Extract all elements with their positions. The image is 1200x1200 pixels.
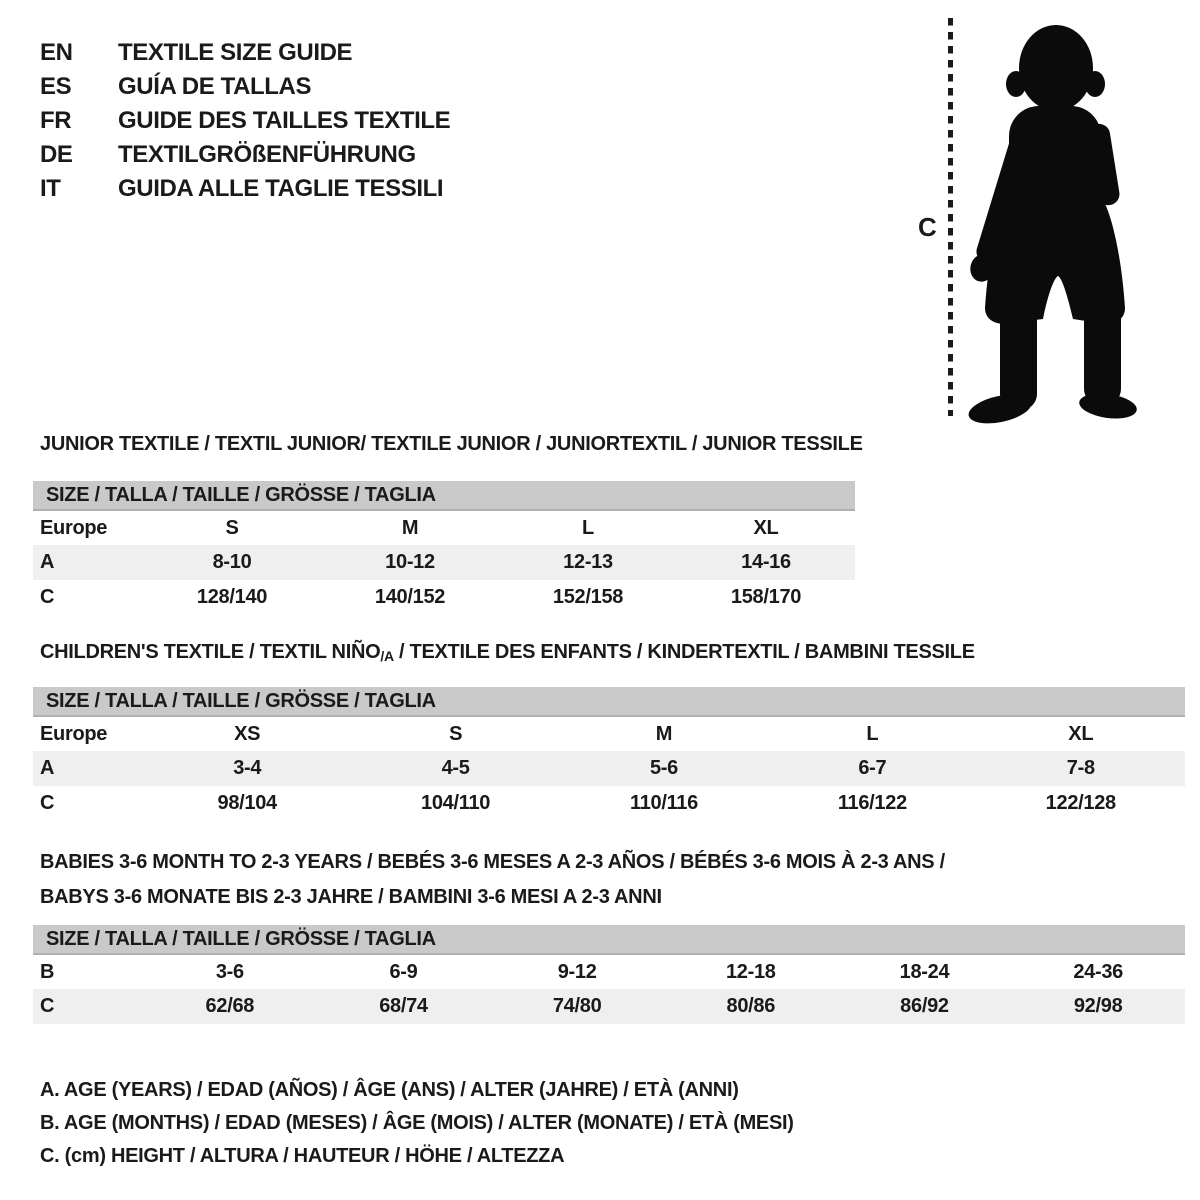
age-cell: 7-8 [1066, 757, 1095, 779]
row-label: C [40, 995, 55, 1017]
row-label: C [40, 792, 55, 814]
age-cell: 6-7 [858, 757, 887, 779]
legend-line-c: C. (cm) HEIGHT / ALTURA / HAUTEUR / HÖHE / ALTEZZA [40, 1145, 565, 1167]
table-row-age [33, 545, 855, 580]
age-cell: 6-9 [389, 960, 418, 983]
language-code: EN [40, 39, 73, 66]
language-code: IT [40, 175, 61, 202]
row-label: Europe [40, 516, 108, 539]
language-title-block [40, 36, 450, 206]
height-cell: 92/98 [1073, 995, 1123, 1017]
age-cell: 24-36 [1073, 960, 1123, 983]
height-cell: 158/170 [730, 586, 802, 608]
height-cell: 62/68 [205, 995, 255, 1017]
size-cell: L [866, 722, 879, 745]
size-header-band: SIZE / TALLA / TAILLE / GRÖSSE / TAGLIA [33, 925, 1185, 954]
guide-title-de: TEXTILGRÖßENFÜHRUNG [118, 141, 416, 168]
guide-title-fr: GUIDE DES TAILLES TEXTILE [118, 107, 451, 134]
language-code: DE [40, 141, 73, 168]
toddler-silhouette-icon [953, 12, 1149, 424]
guide-title-en: TEXTILE SIZE GUIDE [118, 39, 353, 66]
table-row-age [33, 751, 1185, 786]
height-cell: 110/116 [629, 792, 698, 814]
size-cell: XS [234, 722, 261, 745]
age-cell: 10-12 [385, 551, 435, 573]
babies-size-table [33, 925, 1185, 1024]
language-code: ES [40, 73, 72, 100]
height-cell: 68/74 [379, 995, 428, 1017]
height-cell: 122/128 [1045, 792, 1116, 814]
table-row-europe [33, 716, 1185, 751]
height-measure-label: C [918, 212, 937, 242]
height-cell: 80/86 [726, 995, 776, 1017]
babies-section-title-line2: BABYS 3-6 MONATE BIS 2-3 JAHRE / BAMBINI 3-6 MESI A 2-3 ANNI [40, 886, 662, 908]
size-cell: M [655, 722, 673, 745]
table-row-height [33, 786, 1185, 821]
language-row-it [40, 172, 450, 206]
height-cell: 128/140 [196, 586, 268, 608]
children-title-subscript: /A [380, 648, 394, 664]
legend-line-a: A. AGE (YEARS) / EDAD (AÑOS) / ÂGE (ANS) / ALTER (JAHRE) / ETÀ (ANNI) [40, 1079, 739, 1101]
size-header-band: SIZE / TALLA / TAILLE / GRÖSSE / TAGLIA [33, 687, 1185, 716]
age-cell: 3-4 [233, 757, 262, 779]
row-label: Europe [40, 722, 108, 745]
age-cell: 14-16 [741, 551, 791, 573]
age-cell: 12-18 [725, 960, 776, 983]
row-label: A [40, 551, 55, 573]
language-row-es [40, 70, 450, 104]
size-cell: XL [1068, 722, 1094, 745]
language-row-fr [40, 104, 450, 138]
babies-section-title-line1: BABIES 3-6 MONTH TO 2-3 YEARS / BEBÉS 3-6 MESES A 2-3 AÑOS / BÉBÉS 3-6 MOIS À 2-3 ANS / [40, 851, 945, 873]
junior-size-table [33, 481, 855, 615]
height-cell: 116/122 [837, 792, 907, 814]
height-cell: 104/110 [421, 792, 491, 814]
measurement-legend [40, 1074, 794, 1173]
size-cell: S [449, 722, 463, 745]
height-cell: 152/158 [552, 586, 624, 608]
children-title-pre: CHILDREN'S TEXTILE / TEXTIL NIÑO [40, 641, 381, 663]
size-header-row [33, 481, 855, 510]
age-cell: 4-5 [441, 757, 470, 779]
table-row-height [33, 989, 1185, 1024]
table-row-age-months [33, 954, 1185, 989]
language-row-en [40, 36, 450, 70]
age-cell: 9-12 [557, 960, 597, 983]
row-label: B [40, 960, 55, 983]
age-cell: 5-6 [649, 757, 678, 779]
guide-title-it: GUIDA ALLE TAGLIE TESSILI [118, 175, 444, 202]
legend-line-b: B. AGE (MONTHS) / EDAD (MESES) / ÂGE (MOIS) / ALTER (MONATE) / ETÀ (MESI) [40, 1112, 794, 1134]
children-title-post: / TEXTILE DES ENFANTS / KINDERTEXTIL / BAMBINI TESSILE [393, 641, 975, 663]
children-size-table [33, 687, 1185, 821]
size-header-band: SIZE / TALLA / TAILLE / GRÖSSE / TAGLIA [33, 481, 855, 510]
language-row-de [40, 138, 450, 172]
row-label: A [40, 757, 55, 779]
size-cell: M [401, 516, 419, 539]
size-cell: L [582, 516, 594, 539]
children-section-title [40, 639, 975, 669]
size-cell: XL [753, 516, 779, 539]
junior-section-title: JUNIOR TEXTILE / TEXTIL JUNIOR/ TEXTILE JUNIOR / JUNIORTEXTIL / JUNIOR TESSILE [40, 433, 863, 455]
language-code: FR [40, 107, 72, 134]
age-cell: 3-6 [215, 960, 244, 983]
size-header-row [33, 687, 1185, 716]
guide-title-es: GUÍA DE TALLAS [118, 73, 312, 100]
age-cell: 8-10 [212, 551, 252, 573]
size-cell: S [225, 516, 239, 539]
size-header-row [33, 925, 1185, 954]
height-cell: 98/104 [217, 792, 277, 814]
height-cell: 86/92 [900, 995, 949, 1017]
table-row-europe [33, 510, 855, 545]
row-label: C [40, 586, 55, 608]
table-row-height [33, 580, 855, 615]
age-cell: 12-13 [563, 551, 613, 573]
height-cell: 140/152 [374, 586, 446, 608]
height-cell: 74/80 [552, 995, 602, 1017]
age-cell: 18-24 [899, 960, 950, 983]
